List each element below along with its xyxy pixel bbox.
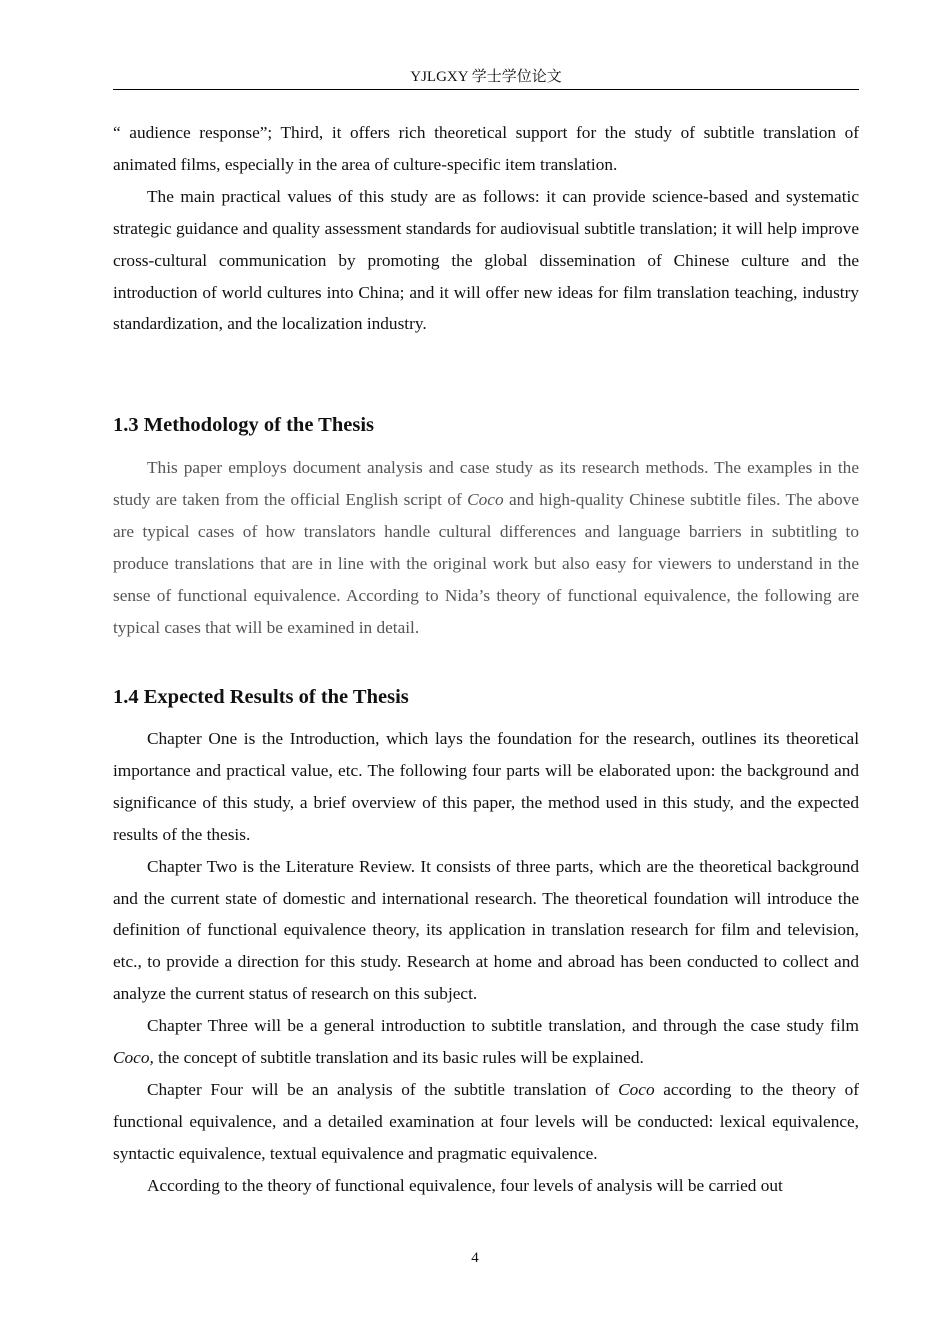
paragraph-practical-value: The main practical values of this study are as follows: it can provide science-based and systematic strategic guidance and quality assessment standards for audiovisual subtitle translation; it will help improve cross-cultural communication by promoting the global dissemination of Chinese culture and the introduction of world cultures into China; and it will offer new ideas for film translation teaching, industry standardization, and the localization industry. [113,186,859,334]
text-segment: This paper employs document analysis and case study as its research methods. The examples in the study are taken from the official English script of [113,458,859,509]
running-title: YJLGXY 学士学位论文 [410,69,562,85]
text-segment: the concept of subtitle translation and its basic rules will be explained. [153,1048,644,1068]
film-title: Coco [467,489,504,509]
film-title: Coco, [113,1048,154,1068]
paragraph-chapter-four [113,1074,859,1170]
paragraph-chapter-three [113,1010,859,1074]
page-number: 4 [471,1250,479,1266]
paragraph-chapter-one: Chapter One is the Introduction, which lays the foundation for the research, outlines its theoretical importance and practical value, etc. The following four parts will be elaborated upon: the background and significance of this study, a brief overview of this paper, the method used in this study, and the expected results of the thesis. [113,729,859,844]
section-1-4-body [113,723,859,1202]
paragraph-theoretical-value: “ audience response”; Third, it offers rich theoretical support for the study of subtitle translation of animated films, especially in the area of culture-specific item translation. [113,123,859,174]
paragraph-chapter-two: Chapter Two is the Literature Review. It consists of three parts, which are the theoretical background and the current state of domestic and international research. The theoretical foundation will introduce the definition of functional equivalence theory, its application in translation research for film and television, etc., to provide a direction for this study. Research at home and abroad has been conducted to collect and analyze the current status of research on this subject. [113,856,859,1004]
text-segment: according to the theory of functional equivalence, and a detailed examination at four levels will be conducted: lexical equivalence, syntactic equivalence, textual equivalence and pragmatic equivalence. [113,1079,859,1163]
film-title: Coco [618,1079,655,1099]
text-segment: and high-quality Chinese subtitle files. The above are typical cases of how translators handle cultural differences and language barriers in subtitling to produce translations that are in line with the original work but also easy for viewers to understand in the sense of functional equivalence. According to Nida’s theory of functional equivalence, the following are typical cases that will be examined in detail. [113,489,859,637]
paragraph-methodology [113,452,859,643]
section-heading-expected-results: 1.4 Expected Results of the Thesis [113,686,409,708]
text-segment: Chapter Three will be a general introduction to subtitle translation, and through the case study film [147,1016,859,1036]
section-1-3-body [113,452,859,643]
section-heading-methodology: 1.3 Methodology of the Thesis [113,414,375,436]
text-segment: Chapter Four will be an analysis of the subtitle translation of [147,1079,619,1099]
section-1-2-continuation [113,117,859,340]
paragraph-analysis-levels: According to the theory of functional equivalence, four levels of analysis will be carried out [147,1175,783,1195]
running-header [113,66,859,90]
